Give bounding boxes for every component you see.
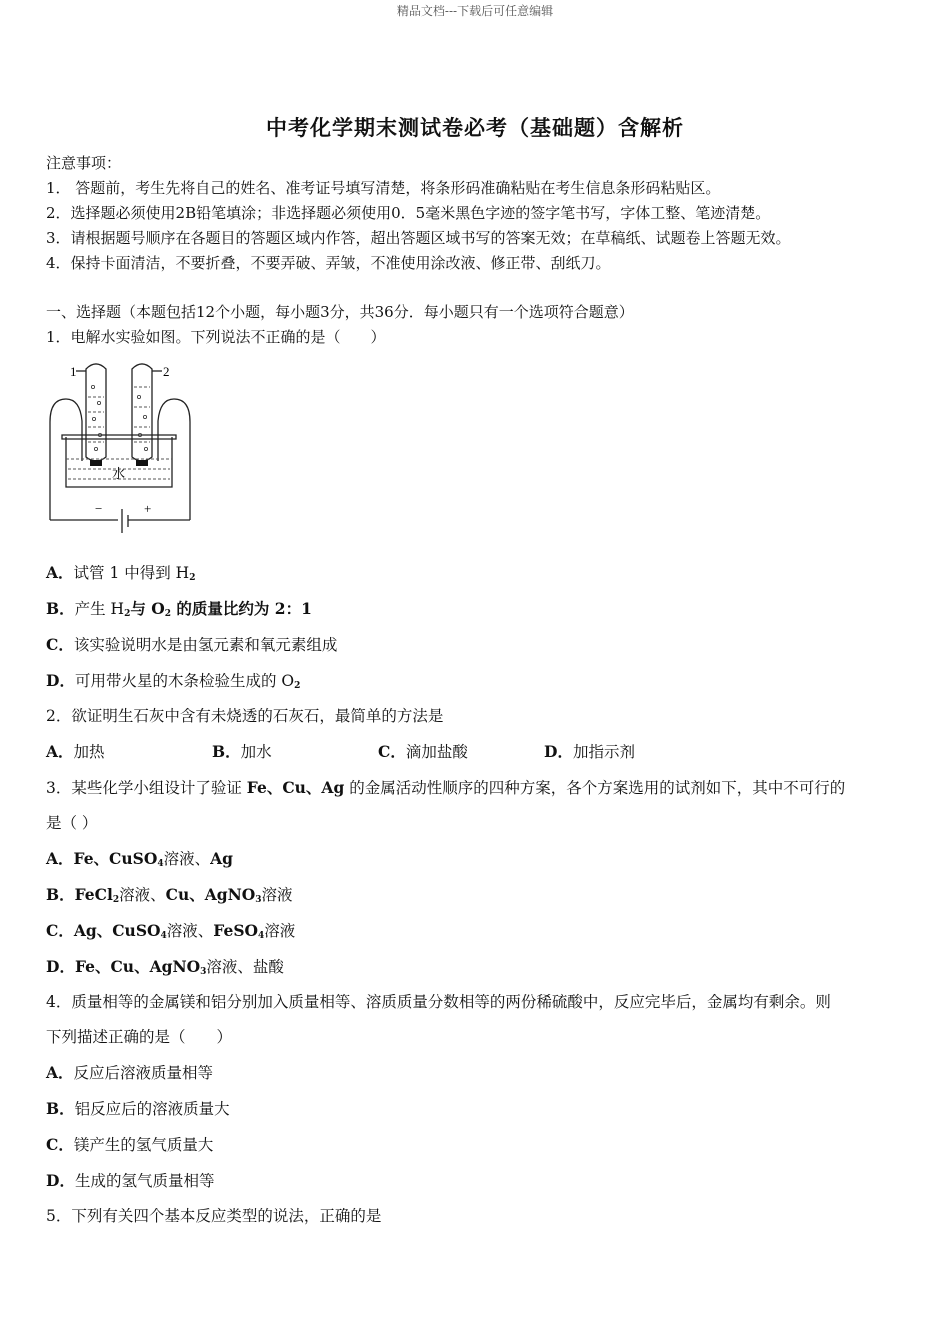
q2-options — [46, 734, 906, 770]
electrode-negative — [90, 460, 102, 466]
q1-option-d: D．可用带火星的木条检验生成的 $O_2$ — [46, 671, 301, 691]
q1-option-b: B．产生 $H_2$与 $O_2$ 的质量比约为 2：1 — [46, 599, 312, 619]
q3-stem-line2: 是（ ） — [46, 814, 98, 832]
q4-option-c: C．镁产生的氢气质量大 — [46, 1135, 214, 1154]
positive-terminal-label: + — [144, 501, 152, 516]
trough-lid — [62, 435, 176, 439]
q2-stem: 2．欲证明生石灰中含有未烧透的石灰石，最简单的方法是 — [46, 707, 444, 725]
q4-option-d: D．生成的氢气质量相等 — [46, 1171, 215, 1190]
notes-heading: 注意事项： — [46, 154, 122, 172]
electrode-positive — [136, 460, 148, 466]
tube-2-label: 2 — [163, 364, 170, 379]
q1-option-c: C．该实验说明水是由氢元素和氧元素组成 — [46, 635, 338, 654]
q4-option-b: B．铝反应后的溶液质量大 — [46, 1099, 230, 1118]
q1-stem: 1．电解水实验如图。下列说法不正确的是（ ） — [46, 328, 386, 346]
q3-option-c: C．Ag、CuSO$_4$溶液、FeSO$_4$溶液 — [46, 921, 296, 941]
q5-stem: 5．下列有关四个基本反应类型的说法，正确的是 — [46, 1207, 382, 1225]
notes-section — [46, 151, 906, 276]
negative-terminal-label: − — [95, 501, 103, 516]
q3-option-a: A．Fe、CuSO$_4$溶液、Ag — [46, 849, 234, 869]
q3-stem-line1: 3．某些化学小组设计了验证 Fe、Cu、Ag 的金属活动性顺序的四种方案，各个方案选用的试剂如下，其中不可行的 — [46, 778, 846, 797]
q1-option-a: A．试管 1 中得到 $H_2$ — [46, 563, 196, 583]
document-title: 中考化学期末测试卷必考（基础题）含解析 — [266, 115, 684, 140]
q2-option-c: C．滴加盐酸 — [378, 742, 468, 761]
note-item: 2．选择题必须使用2B铅笔填涂；非选择题必须使用0．5毫米黑色字迹的签字笔书写，字体工整、笔迹清楚。 — [46, 204, 771, 222]
document-body — [46, 151, 906, 1234]
note-item: 3．请根据题号顺序在各题目的答题区域内作答，超出答题区域书写的答案无效；在草稿纸、试题卷上答题无效。 — [46, 229, 791, 247]
tube-2 — [132, 364, 152, 461]
q2-option-a: A．加热 — [46, 742, 105, 761]
q2-option-b: B．加水 — [212, 742, 272, 761]
tube-1-label: 1 — [70, 364, 77, 379]
note-item: 4．保持卡面清洁，不要折叠，不要弄破、弄皱，不准使用涂改液、修正带、刮纸刀。 — [46, 254, 611, 272]
q3-option-d: D．Fe、Cu、AgNO$_3$溶液、盐酸 — [46, 957, 284, 977]
section-heading: 一、选择题（本题包括12个小题，每小题3分，共36分．每小题只有一个选项符合题意） — [46, 303, 634, 321]
note-item: 1． 答题前，考生先将自己的姓名、准考证号填写清楚，将条形码准确粘贴在考生信息条形码粘贴区。 — [46, 179, 721, 197]
q3-option-b: B．FeCl$_2$溶液、Cu、AgNO$_3$溶液 — [46, 885, 293, 905]
q4-stem-line2: 下列描述正确的是（ ） — [46, 1028, 233, 1046]
page-header: 精品文档---下载后可任意编辑 — [396, 4, 554, 18]
q2-option-d: D．加指示剂 — [544, 742, 635, 761]
q4-stem-line1: 4．质量相等的金属镁和铝分别加入质量相等、溶质质量分数相等的两份稀硫酸中，反应完毕后，金属均有剩余。则 — [46, 993, 831, 1011]
water-label: 水 — [112, 467, 126, 482]
q4-option-a: A．反应后溶液质量相等 — [46, 1063, 214, 1082]
electrolysis-diagram — [46, 357, 196, 547]
